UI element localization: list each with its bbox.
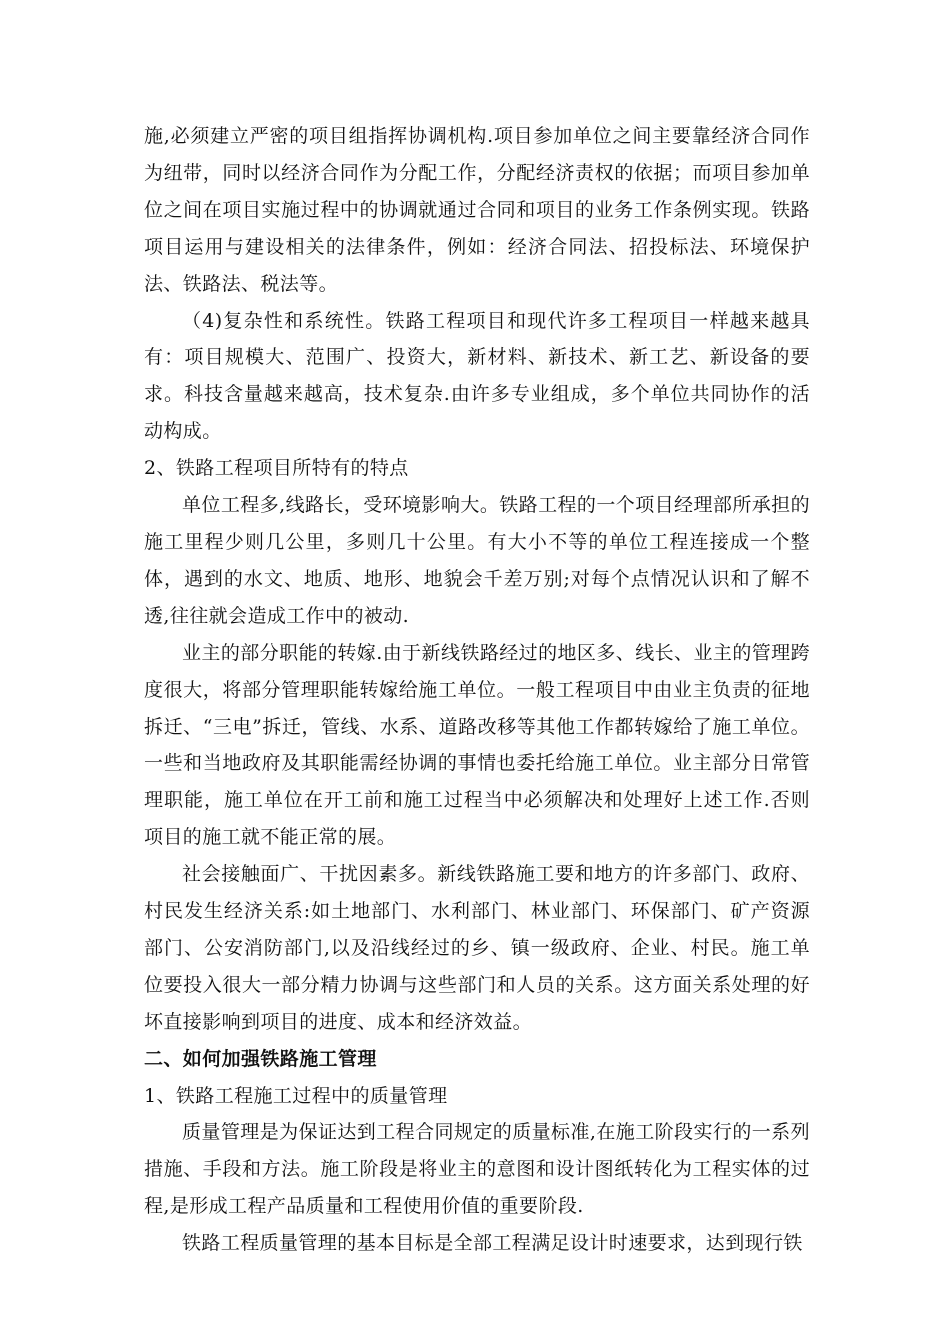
body-paragraph-4: 业主的部分职能的转嫁.由于新线铁路经过的地区多、线长、业主的管理跨度很大，将部分管理职能转嫁给施工单位。一般工程项目中由业主负责的征地拆迁、“三电”拆迁，管线、水系、道路改移等其他工作都转嫁给了施工单位。一些和当地政府及其职能需经协调的事情也委托给施工单位。业主部分日常管理职能，施工单位在开工前和施工过程当中必须解决和处理好上述工作.否则项目的施工就不能正常的展。 <box>144 641 810 849</box>
body-paragraph-6: 质量管理是为保证达到工程合同规定的质量标准,在施工阶段实行的一系列措施、手段和方法。施工阶段是将业主的意图和设计图纸转化为工程实体的过程,是形成工程产品质量和工程使用价值的重要阶段. <box>144 1121 810 1218</box>
body-paragraph-7: 铁路工程质量管理的基本目标是全部工程满足设计时速要求，达到现行铁 <box>182 1232 803 1255</box>
body-paragraph-5: 社会接触面广、干扰因素多。新线铁路施工要和地方的许多部门、政府、村民发生经济关系:如土地部门、水利部门、林业部门、环保部门、矿产资源部门、公安消防部门,以及沿线经过的乡、镇一级政府、企业、村民。施工单位要投入很大一部分精力协调与这些部门和人员的关系。这方面关系处理的好坏直接影响到项目的进度、成本和经济效益。 <box>144 863 810 1033</box>
document-page <box>144 118 810 1262</box>
section-heading-1: 1、铁路工程施工过程中的质量管理 <box>144 1084 448 1107</box>
body-paragraph-1: 施,必须建立严密的项目组指挥协调机构.项目参加单位之间主要靠经济合同作为纽带，同时以经济合同作为分配工作，分配经济责权的依据；而项目参加单位之间在项目实施过程中的协调就通过合同和项目的业务工作条例实现。铁路项目运用与建设相关的法律条件，例如：经济合同法、招投标法、环境保护法、铁路法、税法等。 <box>144 125 810 295</box>
body-paragraph-3: 单位工程多,线路长，受环境影响大。铁路工程的一个项目经理部所承担的施工里程少则几公里，多则几十公里。有大小不等的单位工程连接成一个整体，遇到的水文、地质、地形、地貌会千差万别;对每个点情况认识和了解不透,往往就会造成工作中的被动. <box>144 494 810 627</box>
chapter-heading-2: 二、如何加强铁路施工管理 <box>144 1047 377 1070</box>
body-paragraph-2: （4)复杂性和系统性。铁路工程项目和现代许多工程项目一样越来越具有：项目规模大、范围广、投资大，新材料、新技术、新工艺、新设备的要求。科技含量越来越高，技术复杂.由许多专业组成，多个单位共同协作的活动构成。 <box>144 309 810 443</box>
section-heading-2: 2、铁路工程项目所特有的特点 <box>144 457 409 480</box>
